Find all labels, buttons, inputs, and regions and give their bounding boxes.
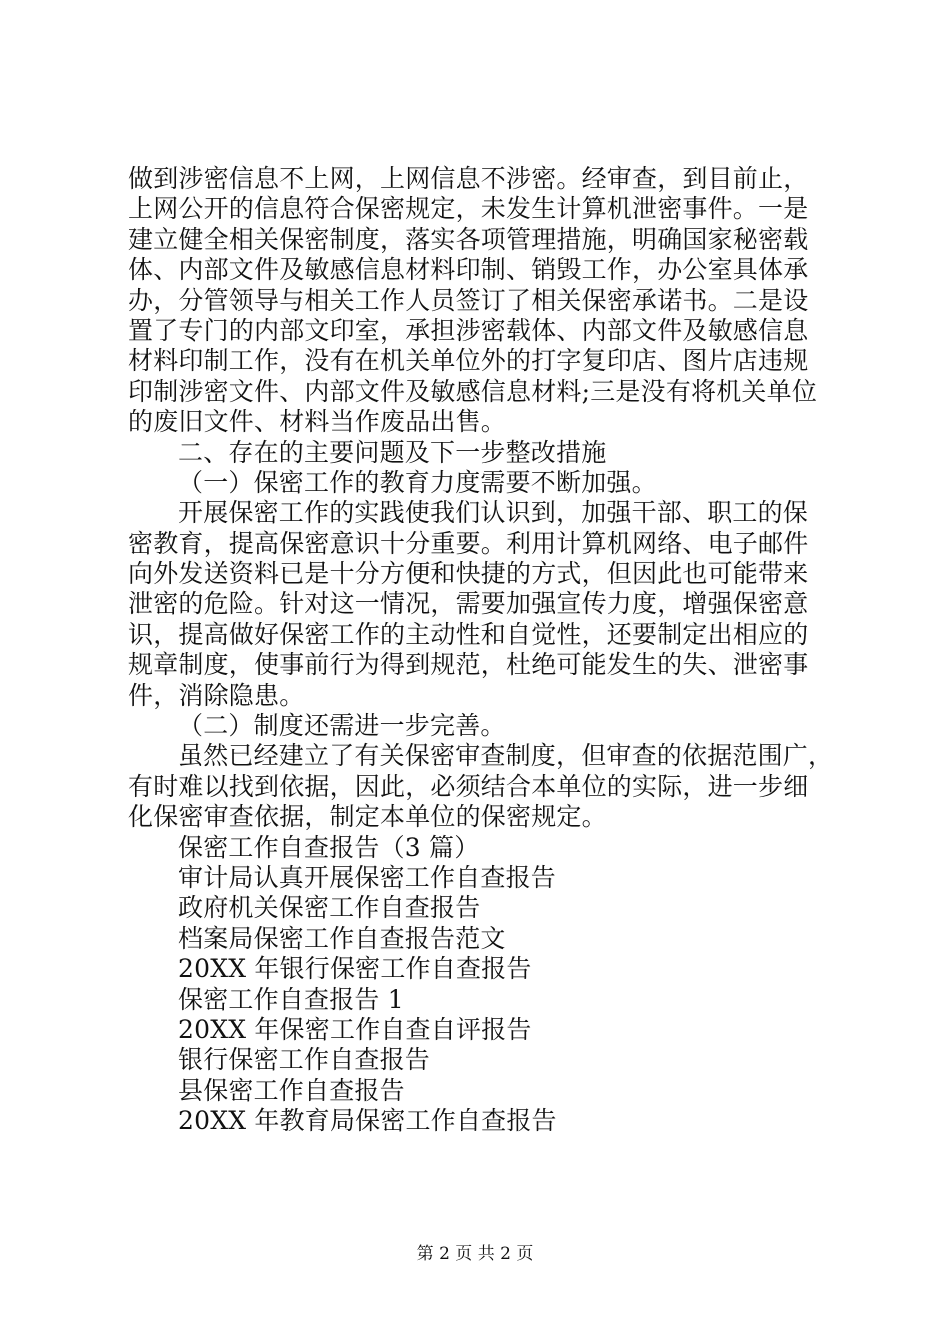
related-link-item[interactable]: 20XX 年保密工作自查自评报告 — [178, 1014, 532, 1044]
text-line: 密教育，提高保密意识十分重要。利用计算机网络、电子邮件 — [128, 528, 809, 558]
subsection-heading: （一）保密工作的教育力度需要不断加强。 — [178, 467, 657, 497]
text-line: 体、内部文件及敏感信息材料印制、销毁工作，办公室具体承 — [128, 255, 809, 285]
text-line: 办，分管领导与相关工作人员签订了相关保密承诺书。二是设 — [128, 285, 809, 315]
related-link-item[interactable]: 审计局认真开展保密工作自查报告 — [178, 862, 557, 892]
related-link-item[interactable]: 银行保密工作自查报告 — [178, 1045, 431, 1075]
document-body — [128, 164, 834, 1137]
related-link-item[interactable]: 20XX 年教育局保密工作自查报告 — [178, 1106, 557, 1136]
text-line: 向外发送资料已是十分方便和快捷的方式，但因此也可能带来 — [128, 559, 809, 589]
text-line: 置了专门的内部文印室，承担涉密载体、内部文件及敏感信息 — [128, 315, 809, 345]
text-line: 虽然已经建立了有关保密审查制度，但审查的依据范围广， — [178, 741, 834, 771]
text-line: 件，消除隐患。 — [128, 680, 305, 710]
text-line: 的废旧文件、材料当作废品出售。 — [128, 407, 507, 437]
related-title: 保密工作自查报告（3 篇） — [178, 832, 480, 862]
text-line: 有时难以找到依据，因此，必须结合本单位的实际，进一步细 — [128, 771, 809, 801]
related-link-item[interactable]: 政府机关保密工作自查报告 — [178, 893, 481, 923]
text-line: 泄密的危险。针对这一情况，需要加强宣传力度，增强保密意 — [128, 589, 809, 619]
related-link-item[interactable]: 档案局保密工作自查报告范文 — [178, 923, 506, 953]
text-line: 材料印制工作，没有在机关单位外的打字复印店、图片店违规 — [128, 346, 809, 376]
page-number-footer: 第 2 页 共 2 页 — [416, 1244, 534, 1264]
text-line: 印制涉密文件、内部文件及敏感信息材料;三是没有将机关单位 — [128, 376, 818, 406]
text-line: 规章制度，使事前行为得到规范，杜绝可能发生的失、泄密事 — [128, 650, 809, 680]
related-link-item[interactable]: 保密工作自查报告 1 — [178, 984, 404, 1014]
related-link-item[interactable]: 县保密工作自查报告 — [178, 1075, 405, 1105]
text-line: 开展保密工作的实践使我们认识到，加强干部、职工的保 — [178, 498, 809, 528]
text-line: 上网公开的信息符合保密规定，未发生计算机泄密事件。一是 — [128, 194, 809, 224]
text-line: 做到涉密信息不上网，上网信息不涉密。经审查，到目前止， — [128, 164, 809, 193]
subsection-heading: （二）制度还需进一步完善。 — [178, 711, 506, 741]
section-heading: 二、存在的主要问题及下一步整改措施 — [178, 437, 607, 467]
related-link-item[interactable]: 20XX 年银行保密工作自查报告 — [178, 954, 532, 984]
text-line: 识，提高做好保密工作的主动性和自觉性，还要制定出相应的 — [128, 619, 809, 649]
text-line: 建立健全相关保密制度，落实各项管理措施，明确国家秘密载 — [128, 224, 809, 254]
text-line: 化保密审查依据，制定本单位的保密规定。 — [128, 802, 607, 832]
